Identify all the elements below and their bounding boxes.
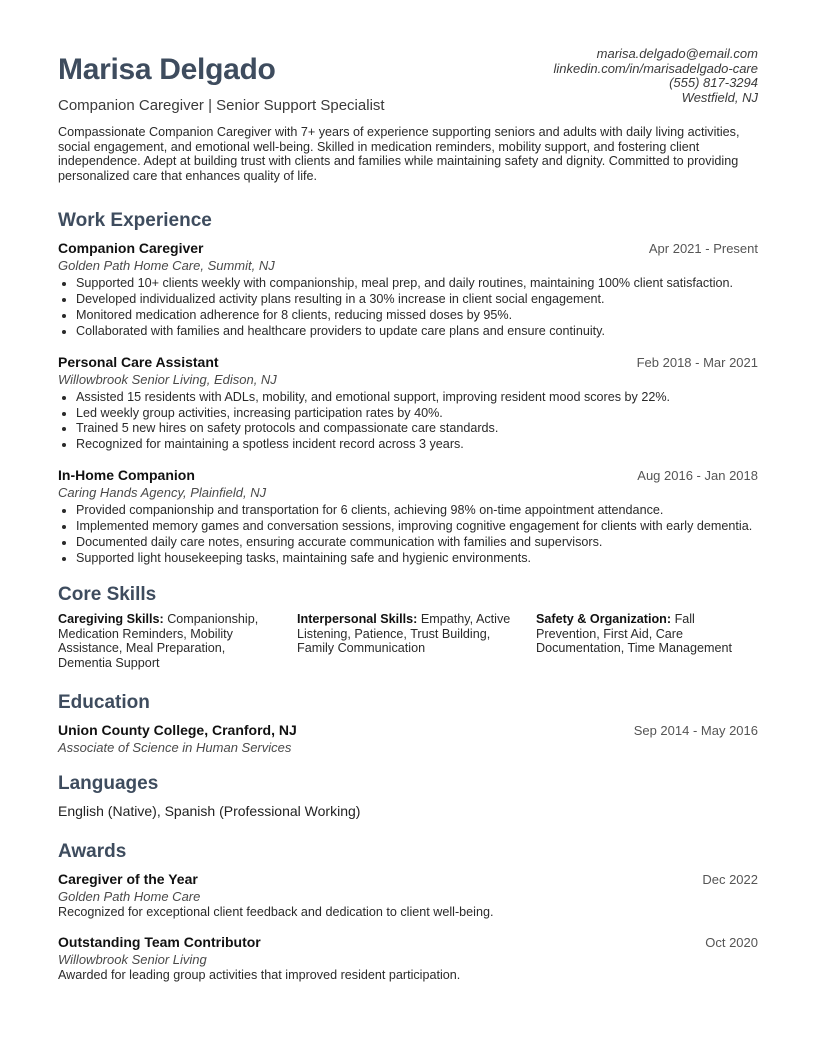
contact-block <box>554 47 759 106</box>
contact-location: Westfield, NJ <box>681 90 758 106</box>
professional-summary: Compassionate Companion Caregiver with 7+ years of experience supporting seniors and adults with daily living activities, social engagement, and emotional well-being. Skilled in medication reminders, mobility support, and fostering client independence. Adept at building trust with clients and families while maintaining safety and dignity. Committed to providing personalized care that enhances quality of life. <box>58 125 740 183</box>
award-date: Oct 2020 <box>705 934 758 950</box>
skill-group-label: Safety & Organization: <box>536 612 672 627</box>
job-org: Caring Hands Agency, Plainfield, NJ <box>58 484 267 500</box>
job-bullet: • Documented daily care notes, ensuring accurate communication with families and supervisors. <box>76 535 758 550</box>
award-entry <box>58 933 758 983</box>
job-bullet: • Supported 10+ clients weekly with companionship, meal prep, and daily routines, maintaining 100% client satisfaction. <box>76 276 758 291</box>
award-entry <box>58 870 758 920</box>
candidate-name: Marisa Delgado <box>58 53 276 86</box>
skills-grid <box>58 612 758 670</box>
award-org: Golden Path Home Care <box>58 888 201 904</box>
award-date: Dec 2022 <box>702 871 758 887</box>
job-entry <box>58 466 758 565</box>
award-org: Willowbrook Senior Living <box>58 951 207 967</box>
job-entry <box>58 353 758 452</box>
education-school: Union County College, Cranford, NJ <box>58 721 297 738</box>
job-bullet: • Trained 5 new hires on safety protocols and compassionate care standards. <box>76 421 758 436</box>
skill-group-text: Companionship, Medication Reminders, Mobility Assistance, Meal Preparation, Dementia Support <box>58 612 259 670</box>
education-entry <box>58 721 758 756</box>
section-heading-skills: Core Skills <box>58 584 157 606</box>
skill-group-text: Empathy, Active Listening, Patience, Trust Building, Family Communication <box>297 612 511 656</box>
job-title: Personal Care Assistant <box>58 353 219 370</box>
section-heading-awards: Awards <box>58 840 127 862</box>
job-bullets <box>58 276 758 338</box>
resume-header <box>58 0 758 125</box>
job-bullet: • Provided companionship and transportation for 6 clients, achieving 98% on-time appointment attendance. <box>76 503 758 518</box>
skill-group <box>58 612 279 670</box>
education-dates: Sep 2014 - May 2016 <box>633 722 758 738</box>
skill-group-label: Caregiving Skills: <box>58 612 164 627</box>
job-title: Companion Caregiver <box>58 240 204 257</box>
skill-group-label: Interpersonal Skills: <box>297 612 418 627</box>
job-bullet: • Assisted 15 residents with ADLs, mobility, and emotional support, improving resident mood scores by 22%. <box>76 390 758 405</box>
job-bullet: • Implemented memory games and conversation sessions, improving cognitive engagement for clients with early dementia. <box>76 519 758 534</box>
job-bullet: • Developed individualized activity plans resulting in a 30% increase in client social engagement. <box>76 292 758 307</box>
award-description: Awarded for leading group activities that improved resident participation. <box>58 967 461 982</box>
job-org: Willowbrook Senior Living, Edison, NJ <box>58 371 277 387</box>
contact-phone: (555) 817-3294 <box>669 75 758 91</box>
job-title: In-Home Companion <box>58 466 195 483</box>
job-entry <box>58 239 758 338</box>
section-heading-experience: Work Experience <box>58 210 212 232</box>
contact-email[interactable]: marisa.delgado@email.com <box>596 46 758 61</box>
job-org: Golden Path Home Care, Summit, NJ <box>58 258 275 274</box>
job-bullet: • Recognized for maintaining a spotless incident record across 3 years. <box>76 437 758 452</box>
job-dates: Feb 2018 - Mar 2021 <box>636 354 758 370</box>
job-dates: Apr 2021 - Present <box>648 241 758 257</box>
job-dates: Aug 2016 - Jan 2018 <box>637 467 758 483</box>
candidate-tagline: Companion Caregiver | Senior Support Specialist <box>58 97 385 114</box>
skill-group-text: Fall Prevention, First Aid, Care Documentation, Time Management <box>536 612 733 656</box>
education-degree: Associate of Science in Human Services <box>58 739 292 755</box>
job-bullets <box>58 390 758 452</box>
job-bullet: • Collaborated with families and healthcare providers to update care plans and ensure continuity. <box>76 324 758 339</box>
skill-group <box>536 612 757 670</box>
contact-linkedin[interactable]: linkedin.com/in/marisadelgado-care <box>553 60 758 76</box>
section-heading-education: Education <box>58 691 150 713</box>
job-bullet: • Monitored medication adherence for 8 clients, reducing missed doses by 95%. <box>76 308 758 323</box>
skill-group <box>297 612 518 670</box>
languages-text: English (Native), Spanish (Professional Working) <box>58 802 361 819</box>
award-title: Outstanding Team Contributor <box>58 933 261 950</box>
job-bullet: • Supported light housekeeping tasks, maintaining safe and hygienic environments. <box>76 551 758 566</box>
award-description: Recognized for exceptional client feedback and dedication to client well-being. <box>58 904 494 919</box>
job-bullet: • Led weekly group activities, increasing participation rates by 40%. <box>76 406 758 421</box>
award-title: Caregiver of the Year <box>58 870 198 887</box>
section-heading-languages: Languages <box>58 772 159 794</box>
job-bullets <box>58 503 758 565</box>
